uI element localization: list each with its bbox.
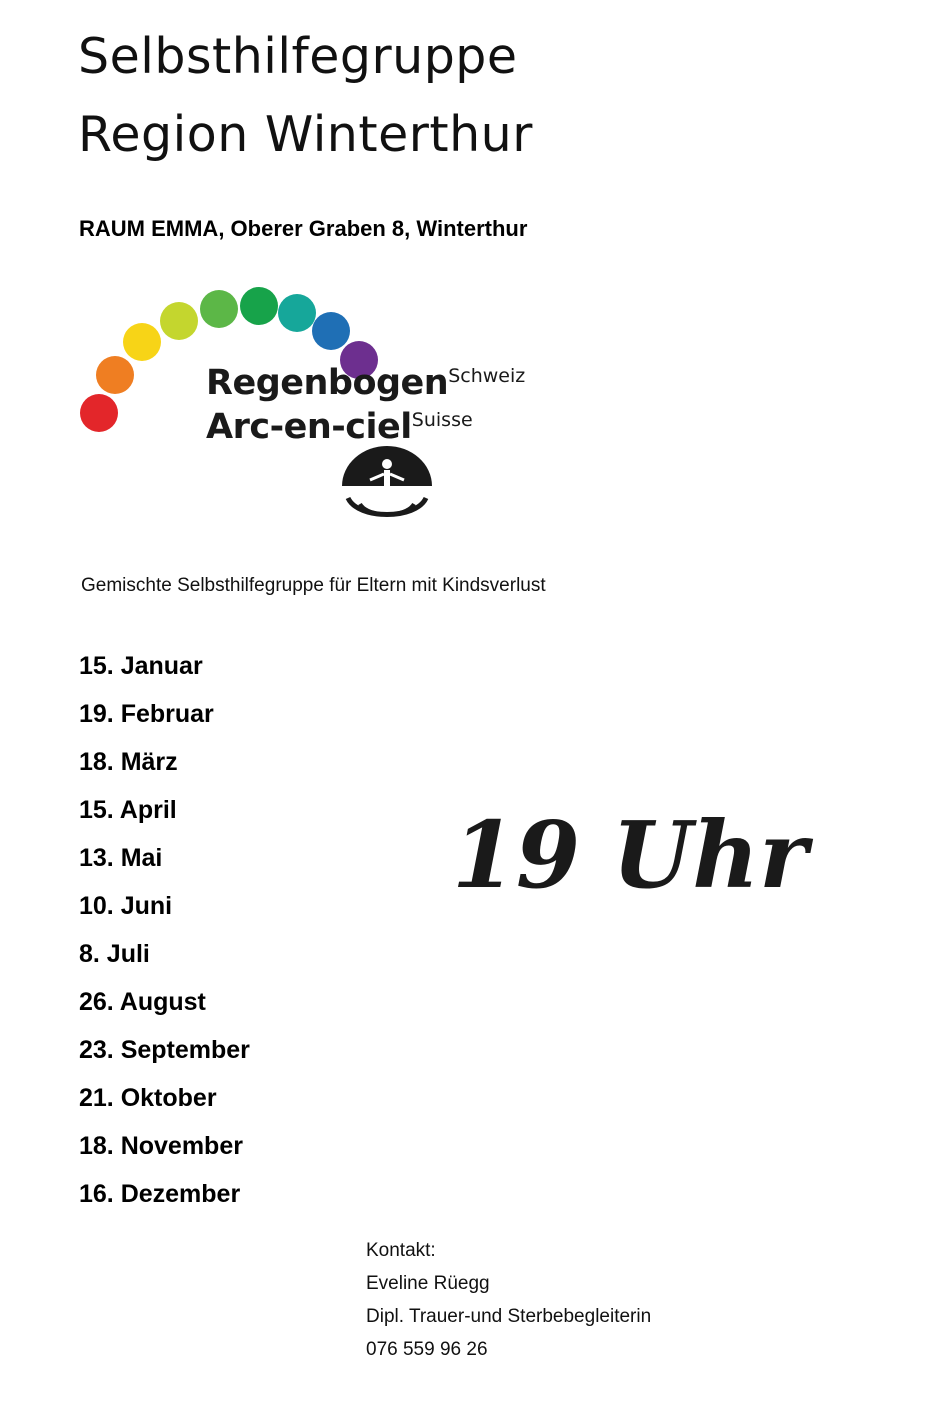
list-item: 10. Juni [79,892,173,920]
logo-country-de: Schweiz [448,365,526,387]
venue-address: RAUM EMMA, Oberer Graben 8, Winterthur [79,216,528,241]
contact-role: Dipl. Trauer-und Sterbebegleiterin [366,1306,652,1327]
title-line-2: Region Winterthur [78,106,533,163]
logo-wordmark-row-1 [206,363,606,403]
arc-dot [96,356,134,394]
title-line-1: Selbsthilfegruppe [78,28,518,85]
list-item: 23. September [79,1036,250,1064]
logo-wordmark [206,363,606,447]
arc-dot [240,287,278,325]
logo-country-fr: Suisse [411,409,473,431]
arc-dot [123,323,161,361]
regenbogen-logo [78,278,598,538]
arc-dot [160,302,198,340]
list-item: 26. August [79,988,206,1016]
logo-wordmark-row-2 [206,407,606,447]
logo-name-de: Regenbogen [206,363,449,403]
list-item: 15. April [79,796,177,824]
contact-block [366,1234,786,1366]
list-item: 21. Oktober [79,1084,217,1112]
arc-dot [80,394,118,432]
dates-list [79,642,439,1218]
list-item: 19. Februar [79,700,214,728]
arc-dot [312,312,350,350]
arc-dot [278,294,316,332]
list-item: 16. Dezember [79,1180,241,1208]
contact-label: Kontakt: [366,1240,436,1261]
contact-name: Eveline Rüegg [366,1273,490,1294]
list-item: 18. November [79,1132,243,1160]
list-item: 13. Mai [79,844,163,872]
list-item: 8. Juli [79,940,150,968]
list-item: 18. März [79,748,178,776]
hands-child-emblem-icon [334,446,440,530]
logo-name-fr: Arc-en-ciel [206,407,412,447]
list-item: 15. Januar [79,652,203,680]
arc-dot [200,290,238,328]
meeting-time: 19 Uhr [452,801,808,909]
contact-phone: 076 559 96 26 [366,1339,488,1360]
group-description: Gemischte Selbsthilfegruppe für Eltern mit Kindsverlust [81,575,546,596]
page-title [78,18,838,174]
